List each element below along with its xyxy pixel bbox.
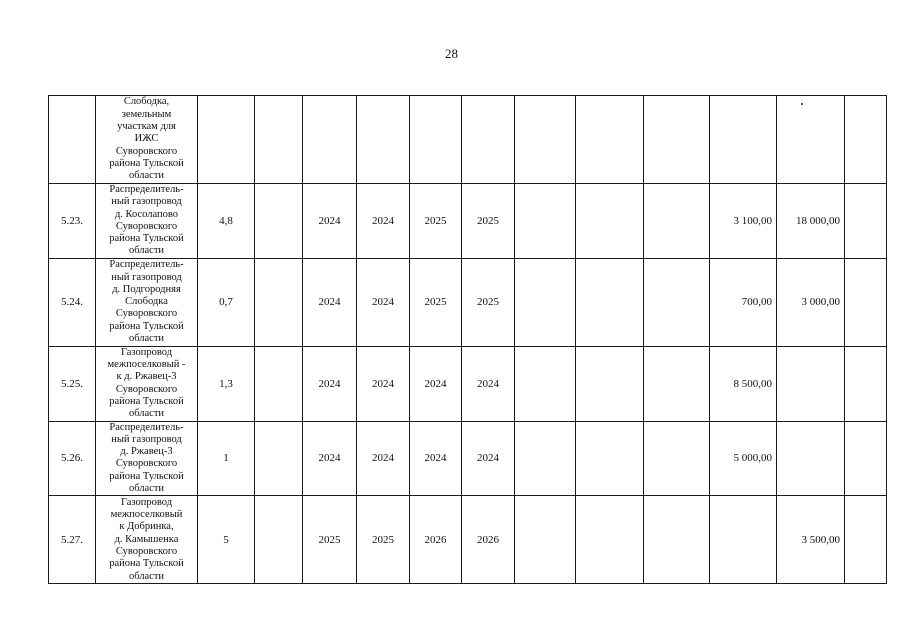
- empty-cell: [576, 258, 644, 346]
- table-row: [49, 496, 887, 584]
- year-cell: 2025: [303, 496, 357, 584]
- length-cell: 0,7: [198, 258, 255, 346]
- table-row: [49, 421, 887, 496]
- description-line: области: [128, 408, 165, 420]
- empty-cell: [576, 421, 644, 496]
- year-cell: 2024: [303, 258, 357, 346]
- empty-cell: [515, 184, 576, 259]
- row-number-cell: 5.25.: [49, 346, 96, 421]
- description-line: ный газопровод: [111, 196, 182, 208]
- empty-cell: [255, 346, 303, 421]
- empty-cell: [576, 346, 644, 421]
- description-line: межпоселковый -: [107, 359, 186, 371]
- empty-cell: [515, 346, 576, 421]
- empty-cell: [255, 184, 303, 259]
- year-cell: 2025: [410, 184, 462, 259]
- empty-cell: [644, 96, 710, 184]
- description-line: Распределитель-: [109, 421, 184, 433]
- object-description-cell: [96, 421, 198, 496]
- year-cell: 2024: [357, 421, 410, 496]
- amount-cell: 5 000,00: [710, 421, 777, 496]
- amount-cell: 700,00: [710, 258, 777, 346]
- object-description-cell: [96, 496, 198, 584]
- year-cell: 2024: [410, 421, 462, 496]
- year-cell: 2026: [410, 496, 462, 584]
- amount-cell: 3 000,00: [777, 258, 845, 346]
- description-line: области: [128, 570, 165, 582]
- year-cell: 2026: [462, 496, 515, 584]
- description-line: д. Ржавец-3: [120, 446, 173, 458]
- table-row: [49, 346, 887, 421]
- description-line: Распределитель-: [109, 259, 184, 271]
- description-line: Распределитель-: [109, 184, 184, 195]
- length-cell: 5: [198, 496, 255, 584]
- description-line: района Тульской: [109, 558, 184, 570]
- empty-cell: [644, 258, 710, 346]
- amount-cell: 3 500,00: [777, 496, 845, 584]
- description-line: ИЖС: [134, 133, 159, 145]
- description-line: д. Косолапово: [114, 208, 179, 220]
- amount-cell: [777, 346, 845, 421]
- row-number-cell: 5.26.: [49, 421, 96, 496]
- empty-cell: [644, 346, 710, 421]
- table-row: [49, 258, 887, 346]
- empty-cell: [255, 96, 303, 184]
- description-line: Суворовского: [115, 220, 178, 232]
- year-cell: 2024: [410, 346, 462, 421]
- amount-cell: [845, 496, 887, 584]
- amount-cell: [710, 96, 777, 184]
- row-number-cell: 5.27.: [49, 496, 96, 584]
- table-body: [49, 96, 887, 584]
- data-table: [48, 95, 887, 584]
- description-line: Суворовского: [115, 145, 178, 157]
- amount-cell: [777, 96, 845, 184]
- amount-cell: 8 500,00: [710, 346, 777, 421]
- description-line: ный газопровод: [111, 433, 182, 445]
- description-line: участкам для: [117, 121, 176, 133]
- description-line: Слободка,: [123, 96, 170, 108]
- year-cell: 2024: [357, 346, 410, 421]
- description-line: района Тульской: [109, 470, 184, 482]
- empty-cell: [515, 258, 576, 346]
- description-line: Суворовского: [115, 308, 178, 320]
- description-line: ный газопровод: [111, 271, 182, 283]
- description-line: к д. Ржавец-3: [116, 371, 177, 383]
- description-line: Слободка: [125, 296, 168, 308]
- amount-cell: [845, 96, 887, 184]
- length-cell: 4,8: [198, 184, 255, 259]
- empty-cell: [644, 421, 710, 496]
- length-cell: 1: [198, 421, 255, 496]
- object-description-cell: [96, 96, 198, 184]
- year-cell: 2025: [410, 258, 462, 346]
- description-line: области: [128, 245, 165, 257]
- empty-cell: [255, 496, 303, 584]
- row-number-cell: 5.23.: [49, 184, 96, 259]
- length-cell: [198, 96, 255, 184]
- year-cell: 2024: [303, 421, 357, 496]
- amount-cell: [845, 421, 887, 496]
- description-line: д. Камышенка: [114, 533, 179, 545]
- amount-cell: 18 000,00: [777, 184, 845, 259]
- year-cell: 2024: [303, 346, 357, 421]
- empty-cell: [644, 184, 710, 259]
- year-cell: 2025: [462, 184, 515, 259]
- empty-cell: [576, 496, 644, 584]
- year-cell: [410, 96, 462, 184]
- empty-cell: [576, 96, 644, 184]
- description-line: д. Подгородняя: [112, 283, 181, 295]
- amount-cell: [845, 184, 887, 259]
- description-line: района Тульской: [109, 320, 184, 332]
- amount-cell: [777, 421, 845, 496]
- year-cell: 2024: [303, 184, 357, 259]
- year-cell: [303, 96, 357, 184]
- table-row: [49, 96, 887, 184]
- description-line: области: [128, 333, 165, 345]
- empty-cell: [515, 496, 576, 584]
- table-row: [49, 184, 887, 259]
- year-cell: 2025: [462, 258, 515, 346]
- description-line: Суворовского: [115, 383, 178, 395]
- description-line: района Тульской: [109, 395, 184, 407]
- description-line: области: [128, 170, 165, 182]
- year-cell: 2024: [462, 421, 515, 496]
- empty-cell: [515, 421, 576, 496]
- amount-cell: [710, 496, 777, 584]
- description-line: района Тульской: [109, 157, 184, 169]
- length-cell: 1,3: [198, 346, 255, 421]
- empty-cell: [576, 184, 644, 259]
- amount-cell: [845, 346, 887, 421]
- description-line: земельным: [121, 108, 172, 120]
- row-number-cell: 5.24.: [49, 258, 96, 346]
- amount-cell: [845, 258, 887, 346]
- description-line: Суворовского: [115, 458, 178, 470]
- empty-cell: [255, 421, 303, 496]
- year-cell: [462, 96, 515, 184]
- empty-cell: [255, 258, 303, 346]
- year-cell: [357, 96, 410, 184]
- description-line: к Добринка,: [119, 521, 174, 533]
- year-cell: 2024: [462, 346, 515, 421]
- year-cell: 2024: [357, 258, 410, 346]
- year-cell: 2024: [357, 184, 410, 259]
- object-description-cell: [96, 258, 198, 346]
- empty-cell: [515, 96, 576, 184]
- amount-cell: 3 100,00: [710, 184, 777, 259]
- row-number-cell: [49, 96, 96, 184]
- description-line: области: [128, 483, 165, 495]
- empty-cell: [644, 496, 710, 584]
- description-line: Газопровод: [120, 496, 173, 508]
- description-line: Газопровод: [120, 346, 173, 358]
- description-line: межпоселковый: [110, 509, 183, 521]
- object-description-cell: [96, 184, 198, 259]
- description-line: района Тульской: [109, 233, 184, 245]
- page-number: 28: [445, 46, 458, 61]
- description-line: Суворовского: [115, 545, 178, 557]
- object-description-cell: [96, 346, 198, 421]
- year-cell: 2025: [357, 496, 410, 584]
